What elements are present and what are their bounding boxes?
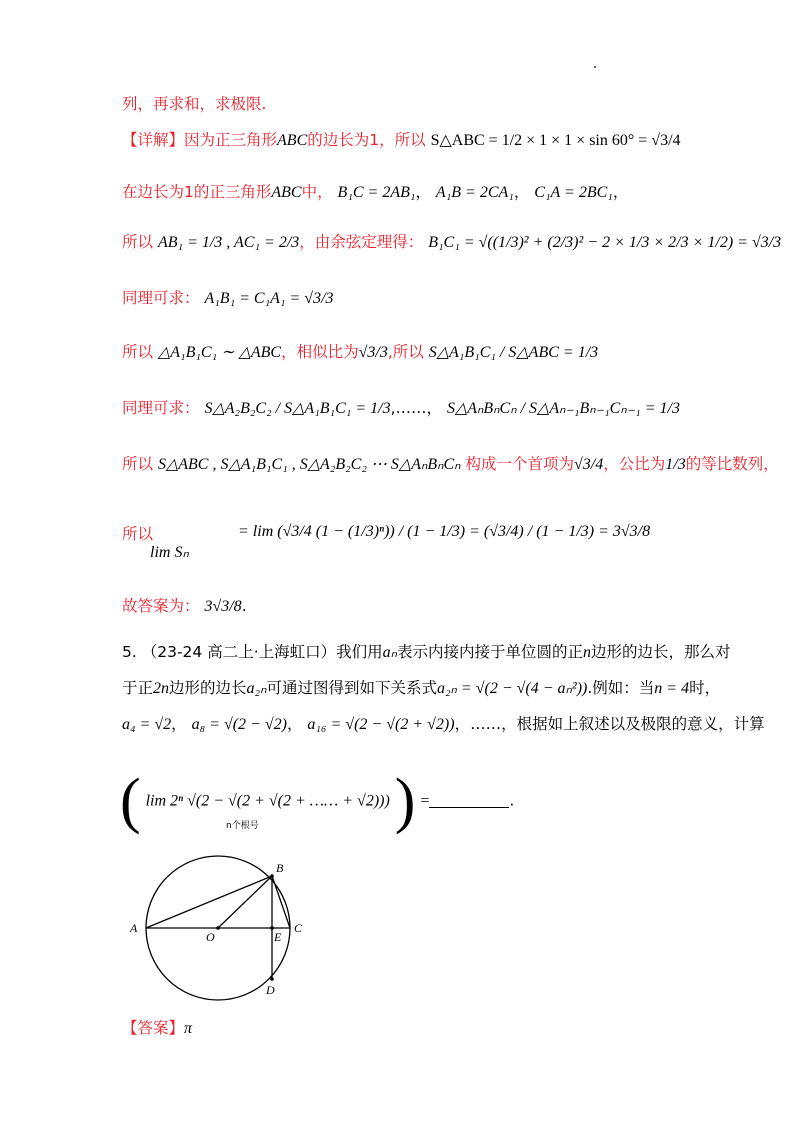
point-d [270,977,274,981]
chord-ab [146,876,272,928]
period: . [509,791,515,810]
line5-text: 同理可求： [122,289,200,307]
symbol-a2n: a₂ₙ [246,680,267,697]
label-b: B [276,861,284,875]
line9-text: 所以 [122,525,154,543]
line7-text: 同理可求： [122,399,200,417]
line4-text: 所以 [122,233,154,251]
text-line-1: 列，再求和，求极限. [122,95,267,113]
side-formula: A₁B₁ = C₁A₁ = √3/3 [204,290,334,307]
answer-line [122,1016,192,1038]
example-a8: a₈ = √(2 − √2) [191,716,287,733]
label-e: E [274,930,282,944]
radius-ob [218,876,272,928]
q5-line-3: a₄ = √2， a₈ = √(2 − √2)， a₁₆ = √(2 − √(2 + √2))，……，根据如上叙述以及极限的意义，计算 [122,715,765,733]
point-b [270,874,274,878]
line8-text: 所以 [122,455,154,473]
label-d: D [266,983,275,997]
limit-formula: = lim (√3/4 (1 − (1/3)ⁿ)) / (1 − 1/3) = (√3/4) / (1 − 1/3) = 3√3/8 [238,523,651,540]
first-term: √3/4 [574,456,604,473]
common-ratio: 1/3 [665,456,686,473]
segment-lengths: AB₁ = 1/3 , AC₁ = 2/3 [157,234,300,251]
vector-eq-3: C₁A = 2BC₁ [534,184,613,201]
text-line-7 [122,396,680,418]
vector-eq-2: A₁B = 2CA₁ [435,184,514,201]
page-dot [594,66,596,68]
recurrence-relation: a₂ₙ = √(2 − √(4 − aₙ²)) [436,680,588,697]
answer-tag: 【答案】 [122,1019,185,1037]
q5-limit-expression: ( lim 2ⁿ √(2 − √(2 + √(2 + …… + √2))) ) = . [120,767,515,835]
line8-text-3: ，公比为 [603,455,666,473]
line6-text-2: ，相似比为 [281,343,359,361]
question-number: 5. [122,643,137,661]
answer-value: 3√3/8 [204,598,242,615]
text-line-6 [122,340,598,362]
text-line-4 [122,230,781,252]
label-a: A [130,921,138,935]
triangle-abc-2: ABC [271,184,302,201]
q5-line-2 [122,676,720,698]
detail-tag: 【详解】 [122,131,185,149]
line8-text-4: 的等比数列， [685,455,779,473]
q5-line2-c: 可通过图得到如下关系式 [266,679,437,697]
q5-line3-text: ，……，根据如上叙述以及极限的意义，计算 [454,715,765,733]
line3-text: 在边长为1的正三角形 [122,183,272,201]
question-source: （23-24 高二上·上海虹口） [141,643,337,661]
answer-pi: π [184,1020,193,1037]
answer-prefix: 故答案为： [122,597,200,615]
similarity: △A₁B₁C₁ ∼ △ABC [157,344,282,361]
q5-line2-b: 边形的边长 [169,679,247,697]
text-line-8 [122,452,779,474]
detail-text-2: 的边长为1，所以 [307,131,426,149]
line6-text-3: ,所以 [387,343,424,361]
area-ratio: S△A₁B₁C₁ / S△ABC = 1/3 [428,344,599,361]
limit-expression: lim 2ⁿ √(2 − √(2 + √(2 + …… + √2))) [145,792,390,810]
q5-line-1 [122,640,731,662]
label-c: C [294,921,303,935]
point-o [216,926,220,930]
q5-text-2: 表示内接内接于单位圆的正 [397,643,584,661]
line6-text: 所以 [122,343,154,361]
ellipsis: ,……， [390,399,442,417]
text-line-2 [122,128,681,150]
circle-figure [128,848,308,1038]
area-sequence: S△ABC , S△A₁B₁C₁ , S△A₂B₂C₂ ⋯ S△AₙBₙCₙ [157,456,461,473]
q5-text-3: 边形的边长，那么对 [591,643,731,661]
limit-sn [150,542,189,562]
symbol-an: aₙ [382,644,398,661]
line3-mid: 中， [301,183,333,201]
symbol-n: n [583,644,592,661]
triangle-abc: ABC [277,132,308,149]
text-line-5 [122,286,334,308]
limit-formula-line [238,522,650,541]
answer-blank[interactable] [429,795,509,808]
left-paren: ( [120,767,141,835]
q5-line2-a: 于正 [122,679,154,697]
example-a4: a₄ = √2 [122,716,172,733]
cosine-law-formula: B₁C₁ = √((1/3)² + (2/3)² − 2 × 1/3 × 2/3 × 1/2) = √3/3 [428,234,782,251]
example-a16: a₁₆ = √(2 − √(2 + √2)) [307,716,455,733]
line4-text-2: ，由余弦定理得： [299,233,424,251]
label-o: O [206,930,215,944]
right-paren: ) [394,767,416,835]
n-equals-4: n = 4 [654,680,690,697]
vector-eq-1: B₁C = 2AB₁ [337,184,416,201]
q5-line2-d: .例如：当 [587,679,655,697]
line8-text-2: 构成一个首项为 [465,455,574,473]
chord-bc [272,876,290,928]
n-roots-label: n个根号 [226,821,259,831]
text-line-3: 在边长为1的正三角形ABC中， B₁C = 2AB₁， A₁B = 2CA₁， C₁A = 2BC₁， [122,183,629,201]
similarity-ratio: √3/3 [358,344,388,361]
text-line-9 [122,522,153,544]
area-formula: S△ABC = 1/2 × 1 × 1 × sin 60° = √3/4 [430,132,681,149]
text-line-10: 故答案为： 3√3/8. [122,597,247,615]
area-ratio-2: S△A₂B₂C₂ / S△A₁B₁C₁ = 1/3 [204,400,391,417]
q5-text-1: 我们用 [336,643,383,661]
detail-text: 因为正三角形 [184,131,278,149]
q5-line2-e: 时， [689,679,721,697]
area-ratio-n: S△AₙBₙCₙ / S△Aₙ₋₁Bₙ₋₁Cₙ₋₁ = 1/3 [446,400,680,417]
symbol-2n: 2n [153,680,170,697]
limit-label: lim Sₙ [150,544,189,561]
